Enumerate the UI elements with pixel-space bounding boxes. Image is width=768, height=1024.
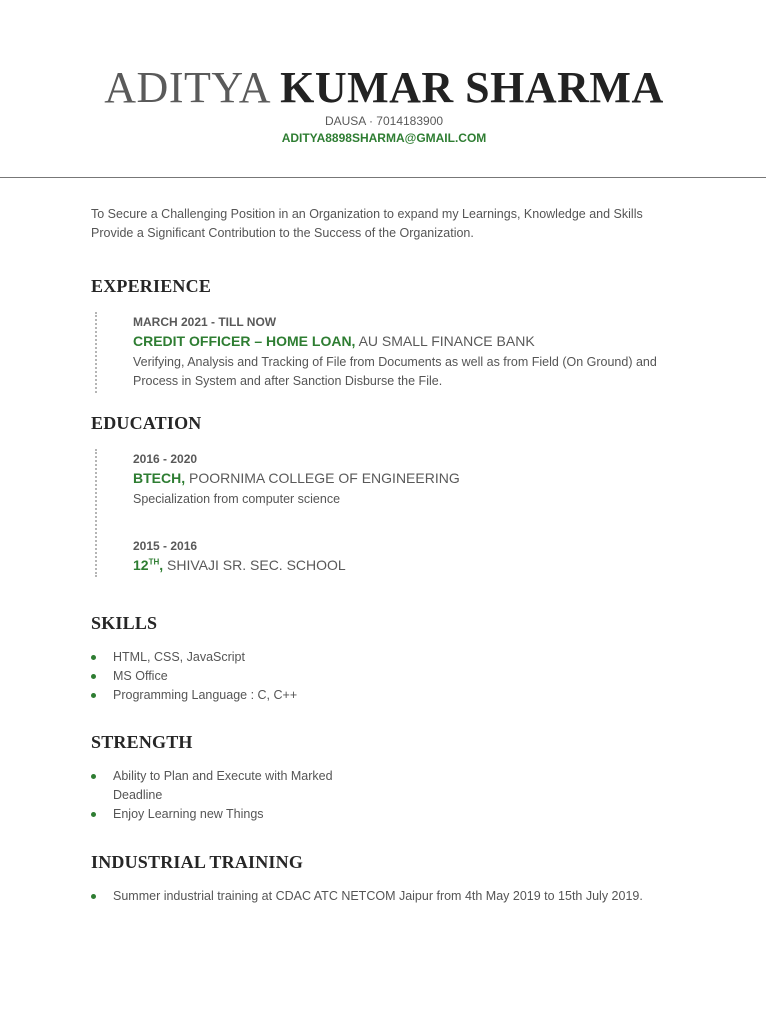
education-heading: EDUCATION <box>91 413 202 433</box>
skills-heading: SKILLS <box>91 613 158 633</box>
list-item <box>91 648 671 667</box>
list-item <box>91 887 653 906</box>
experience-org: AU SMALL FINANCE BANK <box>355 333 535 349</box>
strength-heading: STRENGTH <box>91 732 193 752</box>
bullet-icon <box>91 655 96 660</box>
education-date: 2016 - 2020 <box>133 452 198 466</box>
education-degree-number: 12 <box>133 557 149 573</box>
education-title <box>133 468 671 488</box>
list-item <box>91 667 671 686</box>
experience-date: MARCH 2021 - TILL NOW <box>133 315 277 329</box>
education-title <box>133 555 671 575</box>
list-item <box>91 686 671 705</box>
education-section <box>91 412 671 577</box>
experience-heading: EXPERIENCE <box>91 276 212 296</box>
last-name: KUMAR SHARMA <box>280 63 664 112</box>
training-text: Summer industrial training at CDAC ATC NETCOM Jaipur from 4th May 2019 to 15th July 2019. <box>113 889 643 903</box>
skills-list <box>91 648 671 705</box>
education-degree <box>133 557 163 573</box>
training-section <box>91 851 671 906</box>
objective-text: To Secure a Challenging Position in an Organization to expand my Learnings, Knowledge and Skills Provide a Significant Contribution to the Success of the Organization. <box>91 207 643 240</box>
education-date: 2015 - 2016 <box>133 539 198 553</box>
bullet-icon <box>91 674 96 679</box>
experience-role: CREDIT OFFICER – HOME LOAN, <box>133 333 356 349</box>
education-college: POORNIMA COLLEGE OF ENGINEERING <box>185 470 460 486</box>
bullet-icon <box>91 894 96 899</box>
education-school: SHIVAJI SR. SEC. SCHOOL <box>163 557 346 573</box>
bullet-icon <box>91 693 96 698</box>
education-degree: BTECH, <box>133 470 186 486</box>
list-item <box>91 805 671 824</box>
list-item <box>91 767 371 805</box>
strength-list <box>91 767 671 824</box>
education-degree-comma: , <box>159 557 164 573</box>
training-list <box>91 887 671 906</box>
first-name: ADITYA <box>104 63 269 112</box>
experience-title <box>133 331 671 351</box>
skill-text: MS Office <box>113 669 168 683</box>
experience-description: Verifying, Analysis and Tracking of File from Documents as well as from Field (On Ground) and Process in System and after Sanction Disburse the File. <box>133 355 657 388</box>
email-link[interactable]: ADITYA8898SHARMA@GMAIL.COM <box>281 131 487 145</box>
education-degree-suffix: TH <box>148 557 160 567</box>
header-divider <box>0 177 766 178</box>
education-description: Specialization from computer science <box>133 492 341 506</box>
experience-timeline <box>91 312 671 393</box>
resume-content <box>91 205 671 903</box>
bullet-icon <box>91 812 96 817</box>
training-heading: INDUSTRIAL TRAINING <box>91 852 304 872</box>
education-timeline <box>91 449 671 577</box>
strength-text: Enjoy Learning new Things <box>113 807 264 821</box>
skill-text: HTML, CSS, JavaScript <box>113 650 245 664</box>
strength-section <box>91 731 671 824</box>
strength-text: Ability to Plan and Execute with Marked Deadline <box>113 769 333 802</box>
candidate-name <box>0 62 768 114</box>
skill-text: Programming Language : C, C++ <box>113 688 298 702</box>
bullet-icon <box>91 774 96 779</box>
experience-section <box>91 275 671 393</box>
skills-section <box>91 612 671 705</box>
contact-line: DAUSA · 7014183900 <box>324 114 444 128</box>
